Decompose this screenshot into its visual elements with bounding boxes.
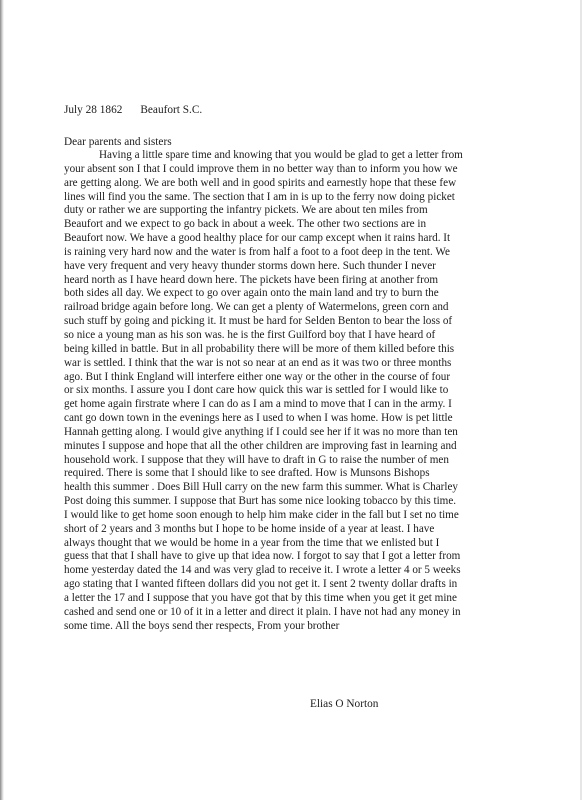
letter-line: ago stating that I wanted fifteen dollars did you not get it. I sent 2 twenty dollar drafts in <box>64 578 458 591</box>
letter-line: so nice a young man as his son was. he is the first Guilford boy that I have heard of <box>64 328 436 341</box>
letter-salutation: Dear parents and sisters <box>64 136 172 148</box>
letter-line: have very frequent and very heavy thunder storms down here. Such thunder I never <box>64 259 436 272</box>
letter-line: heard north as I have heard down here. The pickets have been firing at another from <box>64 273 439 286</box>
letter-line: always thought that we would be home in a year from the time that we enlisted but I <box>64 536 440 549</box>
letter-line: Post doing this summer. I suppose that Burt has some nice looking tobacco by this time. <box>64 495 457 508</box>
scan-left-edge <box>0 0 4 800</box>
letter-body <box>64 149 534 634</box>
letter-line: Hannah getting along. I would give anything if I could see her if it was no more than ten <box>64 425 458 438</box>
letter-line: short of 2 years and 3 months but I hope to be home inside of a year at least. I have <box>64 522 435 535</box>
letter-line: war is settled. I think that the war is not so near at an end as it was two or three months <box>64 356 452 369</box>
letter-line: Beaufort and we expect to go back in about a week. The other two sections are in <box>64 218 427 231</box>
letter-line: your absent son I that I could improve them in no better way than to inform you how we <box>64 162 458 175</box>
letter-line: cant go down town in the evenings here as I used to when I was home. How is pet little <box>64 412 453 425</box>
letter-line: both sides all day. We expect to go over again onto the main land and try to burn the <box>64 287 439 300</box>
letter-line: cashed and send one or 10 of it in a letter and direct it plain. I have not had any money in <box>64 605 461 618</box>
letter-line: railroad bridge again before long. We can get a plenty of Watermelons, green corn and <box>64 301 449 314</box>
letter-line: a letter the 17 and I suppose that you have got that by this time when you get it get mine <box>64 592 457 604</box>
letter-line: health this summer . Does Bill Hull carry on the new farm this summer. What is Charley <box>64 481 458 494</box>
letter-line: home yesterday dated the 14 and was very glad to receive it. I wrote a letter 4 or 5 weeks <box>64 564 461 577</box>
letter-line: guess that that I shall have to give up that idea now. I forgot to say that I got a letter from <box>64 550 461 563</box>
letter-line: duty or rather we are supporting the infantry pickets. We are about ten miles from <box>64 204 428 217</box>
letter-line: or six months. I assure you I dont care how quick this war is settled for I would like to <box>64 384 449 397</box>
letter-line: such stuff by going and picking it. It must be hard for Selden Benton to bear the loss of <box>64 315 453 328</box>
letter-line: lines will find you the same. The section that I am in is up to the ferry now doing picket <box>64 190 455 203</box>
letter-line: ago. But I think England will interfere either one way or the other in the course of four <box>64 370 451 383</box>
letter-line: minutes I suppose and hope that all the other children are improving fast in learning and <box>64 439 457 452</box>
letter-line: required. There is some that I should like to see drafted. How is Munsons Bishops <box>64 467 430 480</box>
letter-date: July 28 1862 <box>64 104 123 116</box>
letter-line: being killed in battle. But in all probability there will be more of them killed before this <box>64 342 455 355</box>
letter-line: Beaufort now. We have a good healthy place for our camp except when it rains hard. It <box>64 232 451 245</box>
letter-line: some time. All the boys send ther respects, From your brother <box>64 619 340 632</box>
letter-line: are getting along. We are both well and in good spirits and earnestly hope that these few <box>64 176 457 189</box>
letter-line: get home again firstrate where I can do as I am a mind to move that I can in the army. I <box>64 398 452 411</box>
letter-line: is raining very hard now and the water is from half a foot to a foot deep in the tent. We <box>64 245 450 258</box>
letter-line: household work. I suppose that they will have to draft in G to raise the number of men <box>64 453 449 466</box>
letter-line: I would like to get home soon enough to help him make cider in the fall but I set no time <box>64 508 459 521</box>
letter-signature: Elias O Norton <box>310 698 379 710</box>
letter-line: Having a little spare time and knowing that you would be glad to get a letter from <box>99 149 463 161</box>
letter-place: Beaufort S.C. <box>140 104 203 116</box>
letter-heading <box>64 103 202 117</box>
